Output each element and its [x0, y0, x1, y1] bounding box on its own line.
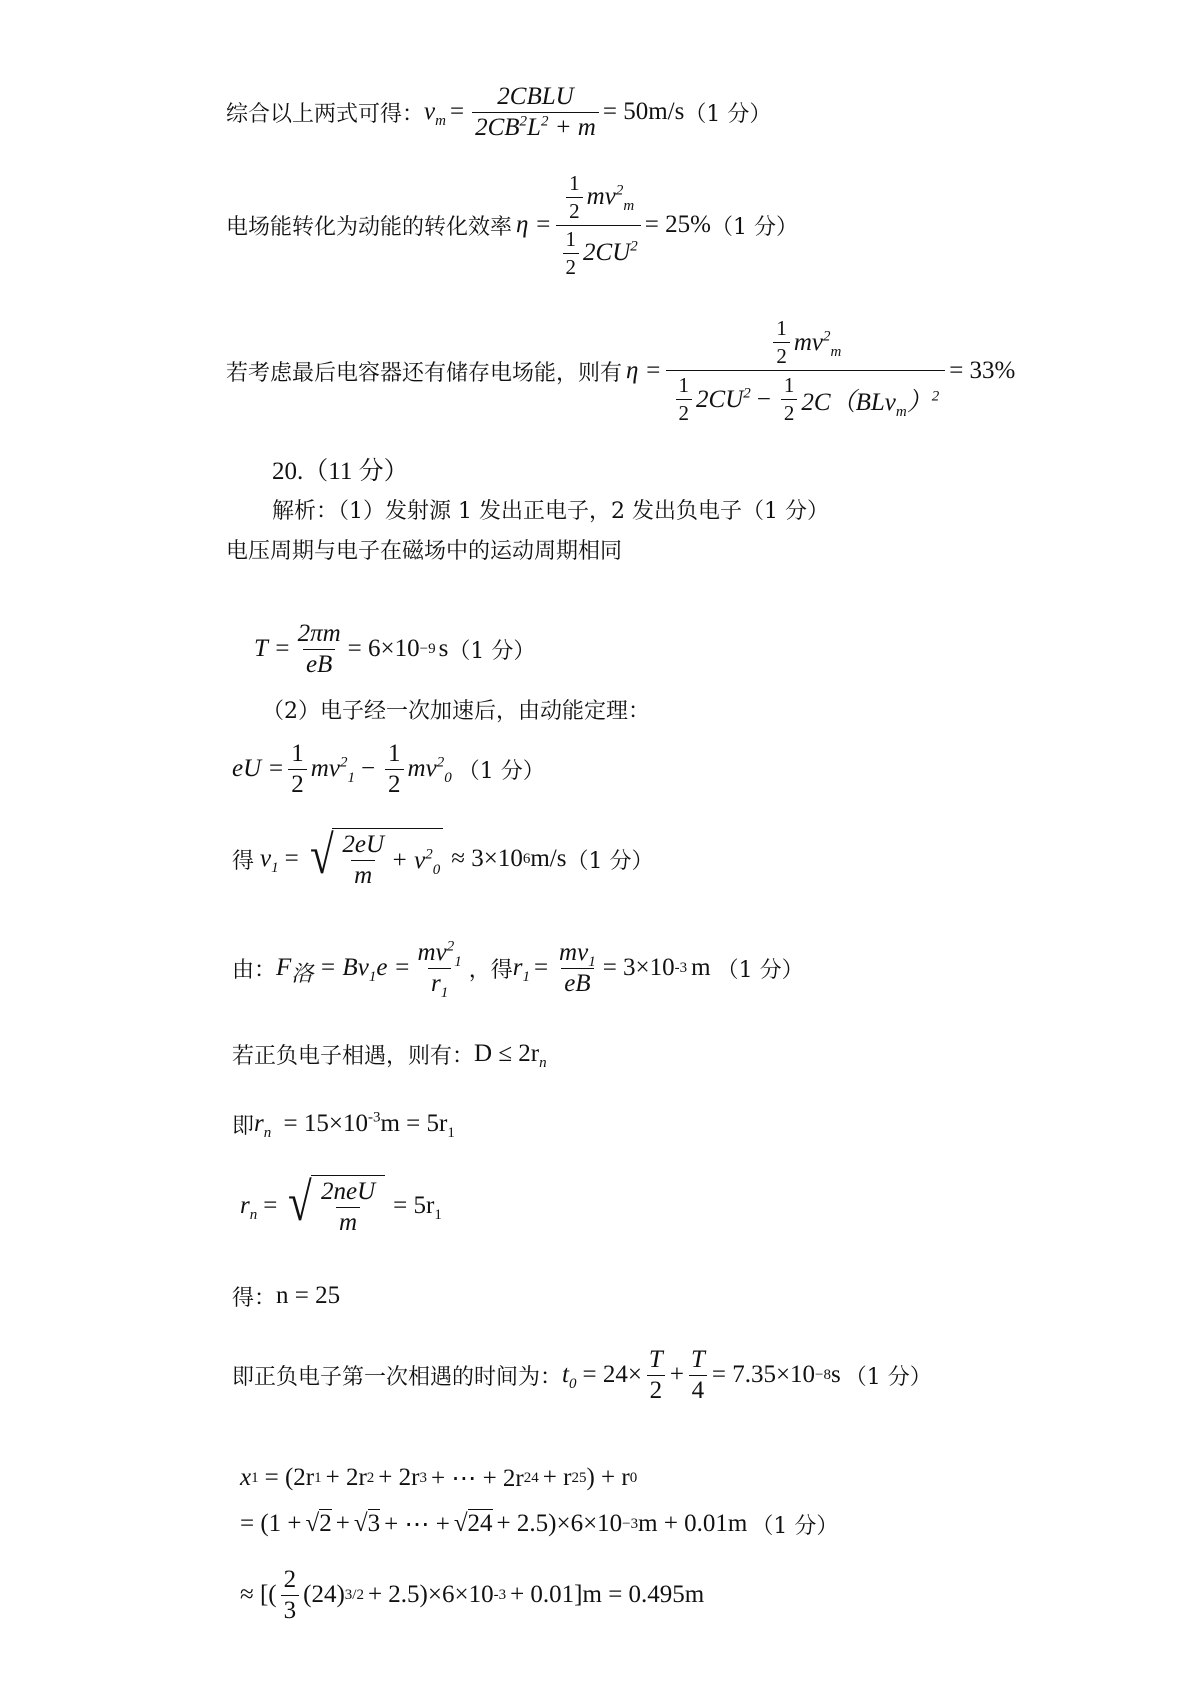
period-statement: 电压周期与电子在磁场中的运动周期相同	[226, 538, 623, 564]
part2-intro: （2）电子经一次加速后，由动能定理：	[262, 698, 650, 724]
efficiency-fraction: $\frac{1}{2}$ $mv^2_m$ $\frac{1}{2}$ $2CU^2$	[556, 171, 641, 280]
line2-prefix: 电场能转化为动能的转化效率	[226, 214, 513, 240]
sqrt-sign: √ $\frac{2eU}{m}$ + $v^2_0$	[307, 828, 444, 890]
eta-symbol: η =	[626, 357, 662, 384]
score-mark: （1 分）	[710, 214, 798, 240]
line1-prefix: 综合以上两式可得：	[226, 101, 425, 127]
line-meeting-time: 即正负电子第一次相遇的时间为： $t_0$ = 24× $\frac{T}{2}$ + $\frac{T}{4}$ = 7.35×10 −8 s （1 分）	[232, 1345, 932, 1404]
line-efficiency	[226, 160, 798, 290]
vm-result: = 50m/s	[602, 98, 685, 125]
line-period-formula: T = $\frac{2\pi m}{eB}$ = 6×10 −9 s （1 分）	[254, 619, 536, 678]
question-heading: 20.（11 分）	[272, 458, 409, 485]
line-meeting-condition: 若正负电子相遇，则有： $D \le 2r_n$	[232, 1040, 547, 1071]
eta-symbol: η =	[516, 211, 552, 238]
line-lorentz: 由： $F_洛$ = $Bv_1e$ = $\frac{mv^2_1}{r_1}$ ，得 $r_1$ = $\frac{mv_1}{eB}$ = 3×10 -3 m （1 分）	[232, 938, 804, 1001]
line-x1-result: ≈ [( $\frac{2}{3}$ (24) 3/2 + 2.5)×6×10 -3 + 0.01]m = 0.495m	[240, 1565, 705, 1624]
line-v1: 得 $v_1$ = √ $\frac{2eU}{m}$ + $v^2_0$ ≈ 3×10 6 m/s （1 分）	[232, 825, 654, 889]
line-energy-theorem: eU = $\frac{1}{2}$ $mv^2_1$ − $\frac{1}{2}$ $mv^2_0$ （1 分）	[232, 739, 545, 798]
stored-efficiency-fraction: $\frac{1}{2}$ $mv^2_m$ $\frac{1}{2}$ $2CU^2$ − $\frac{1}{2}$ $2C(BLv_m)^2$	[666, 316, 946, 426]
line-rn-value: 即 $r_n = 15\times 10^{-3}m = 5r_1$	[232, 1109, 455, 1141]
score-mark: （1 分）	[684, 101, 772, 127]
sqrt-sign: √ $\frac{\text{2neU}}{m}$	[285, 1175, 385, 1237]
score-mark: （1 分）	[457, 758, 545, 784]
score-mark: （1 分）	[751, 1513, 839, 1539]
score-mark: （1 分）	[844, 1364, 932, 1390]
line-x1-numeric: = (1 + √2 + √3 + ⋯ + √24 + 2.5)×6×10 −3 m + 0.01m （1 分）	[240, 1510, 839, 1539]
line-x1-sum: x 1 = (2r 1 + 2r 2 + 2r 3 + ⋯ + 2r 24 + r 25 ) + r 0	[240, 1464, 638, 1492]
score-mark: （1 分）	[448, 638, 536, 664]
line-vm-formula: 综合以上两式可得： $v_m$ = $\frac{\text{2CBLU}}{2CB^2L^2 + m}$ = 50m/s （1 分）	[226, 82, 772, 141]
score-mark: （1 分）	[716, 957, 804, 983]
line-rn-sqrt: $r_n$ = √ $\frac{\text{2neU}}{m}$ = $5r_1$	[240, 1172, 442, 1236]
score-mark: （1 分）	[566, 848, 654, 874]
line-n-value: 得： n = 25	[232, 1282, 341, 1311]
stored-efficiency-result: = 33%	[949, 357, 1016, 384]
analysis-part1: 解析：（1）发射源 1 发出正电子，2 发出负电子（1 分）	[272, 498, 829, 524]
line3-prefix: 若考虑最后电容器还有储存电场能，则有	[226, 360, 623, 386]
vm-fraction: $\frac{\text{2CBLU}}{2CB^2L^2 + m}$	[472, 83, 599, 142]
line-efficiency-stored	[226, 306, 1015, 436]
efficiency-result: = 25%	[644, 211, 711, 238]
vm-symbol: $v_m$	[424, 98, 446, 129]
